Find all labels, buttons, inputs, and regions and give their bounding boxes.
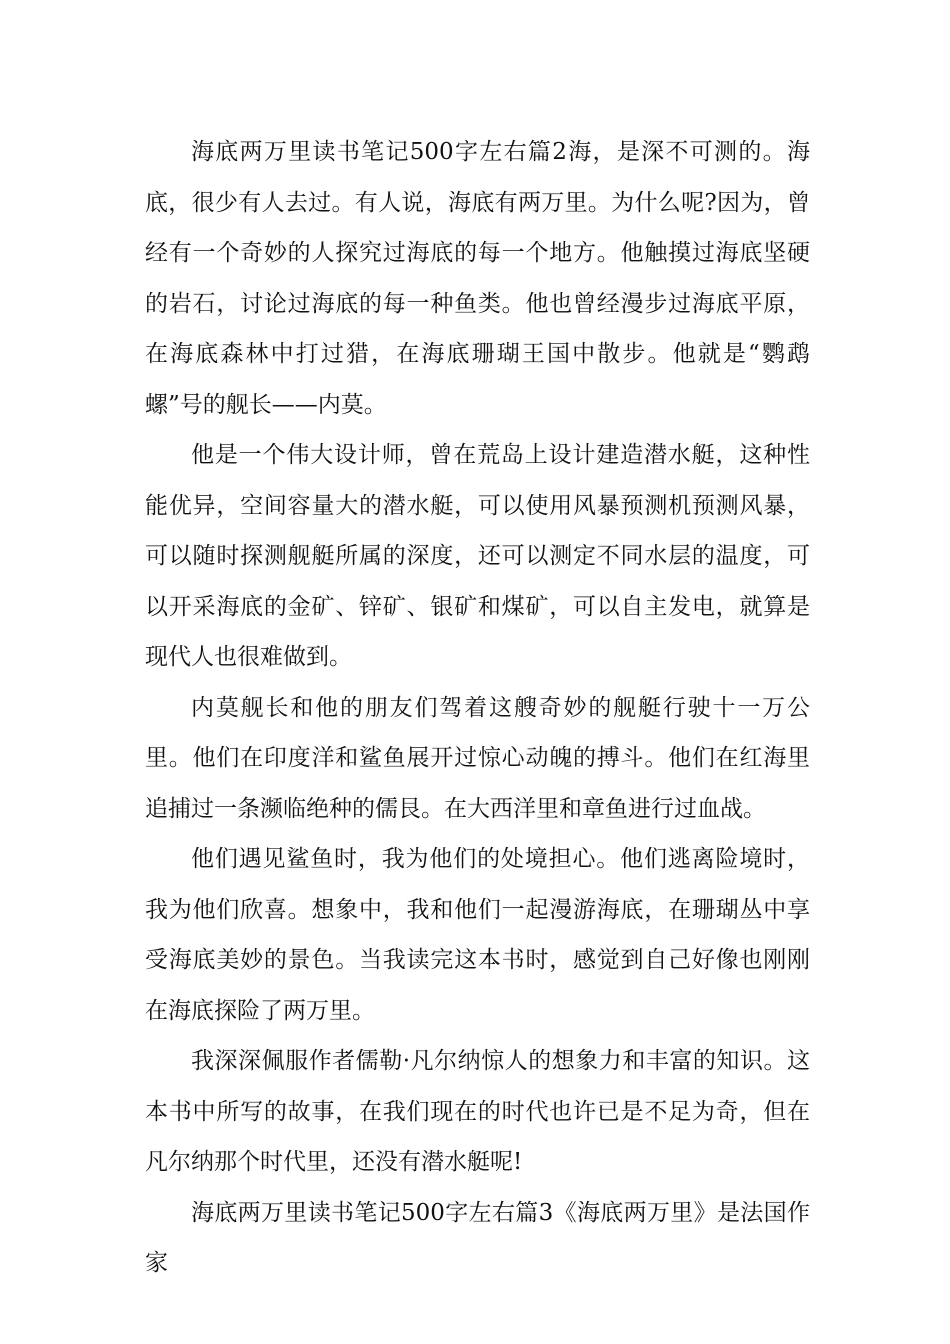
paragraph-1: 海底两万里读书笔记500字左右篇2海，是深不可测的。海底，很少有人去过。有人说，海底有两万里。为什么呢?因为，曾经有一个奇妙的人探究过海底的每一个地方。他触摸过海底坚硬的岩石，讨论过海底的每一种鱼类。他也曾经漫步过海底平原，在海底森林中打过猎，在海底珊瑚王国中散步。他就是“鹦鹉螺”号的舰长——内莫。 [145, 139, 810, 418]
paragraph-6: 海底两万里读书笔记500字左右篇3《海底两万里》是法国作家 [145, 1199, 810, 1276]
paragraph-3: 内莫舰长和他的朋友们驾着这艘奇妙的舰艇行驶十一万公里。他们在印度洋和鲨鱼展开过惊心动魄的搏斗。他们在红海里追捕过一条濒临绝种的儒艮。在大西洋里和章鱼进行过血战。 [145, 694, 810, 822]
paragraph-4: 他们遇见鲨鱼时，我为他们的处境担心。他们逃离险境时，我为他们欣喜。想象中，我和他们一起漫游海底，在珊瑚丛中享受海底美妙的景色。当我读完这本书时，感觉到自己好像也刚刚在海底探险了两万里。 [145, 846, 810, 1024]
paragraph-2: 他是一个伟大设计师，曾在荒岛上设计建造潜水艇，这种性能优异，空间容量大的潜水艇，可以使用风暴预测机预测风暴，可以随时探测舰艇所属的深度，还可以测定不同水层的温度，可以开采海底的金矿、锌矿、银矿和煤矿，可以自主发电，就算是现代人也很难做到。 [145, 442, 810, 670]
paragraph-5: 我深深佩服作者儒勒·凡尔纳惊人的想象力和丰富的知识。这本书中所写的故事，在我们现在的时代也许已是不足为奇，但在凡尔纳那个时代里，还没有潜水艇呢! [145, 1048, 810, 1175]
document-body [145, 127, 810, 1289]
